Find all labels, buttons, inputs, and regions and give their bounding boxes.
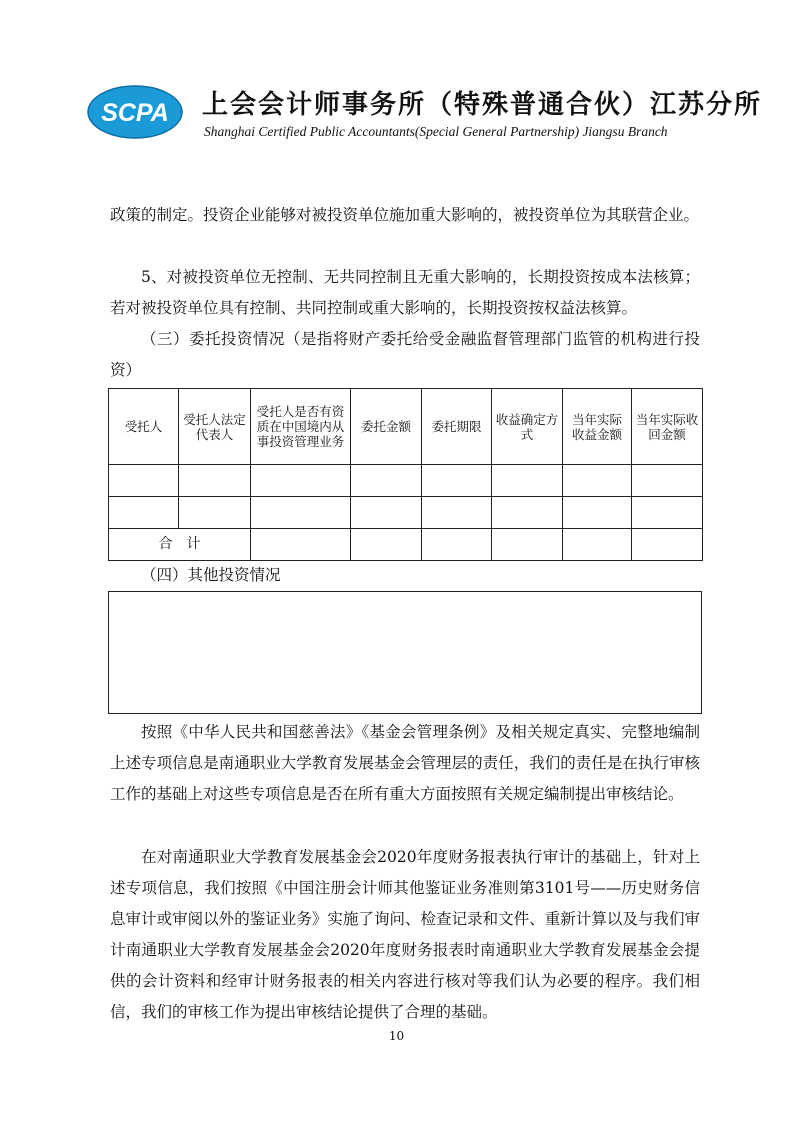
table-cell (351, 529, 422, 561)
table-cell (563, 497, 632, 529)
col-header: 受托人法定代表人 (179, 389, 251, 465)
table-cell (109, 465, 179, 497)
scpa-logo (86, 84, 184, 140)
table-cell (563, 529, 632, 561)
table-header-row (109, 389, 703, 465)
paragraph-1: 政策的制定。投资企业能够对被投资单位施加重大影响的，被投资单位为其联营企业。 (110, 206, 700, 224)
firm-name-cn: 上会会计师事务所（特殊普通合伙）江苏分所 (202, 90, 763, 120)
table-cell (351, 465, 422, 497)
table-row (109, 465, 703, 497)
trust-investment-table (108, 388, 703, 561)
table-cell (492, 529, 563, 561)
page-number: 10 (388, 1029, 405, 1043)
col-header: 收益确定方式 (492, 389, 563, 465)
table-cell (492, 497, 563, 529)
table-cell (422, 497, 492, 529)
table-cell (351, 497, 422, 529)
firm-name-en: Shanghai Certified Public Accountants(Special General Partnership) Jiangsu Branch (204, 124, 668, 139)
paragraph-2: 5、对被投资单位无控制、无共同控制且无重大影响的，长期投资按成本法核算；若对被投资单位具有控制、共同控制或重大影响的，长期投资按权益法核算。 (110, 268, 700, 317)
total-label: 合 计 (109, 529, 251, 561)
col-header: 委托期限 (422, 389, 492, 465)
section-3-heading: （三）委托投资情况（是指将财产委托给受金融监督管理部门监管的机构进行投资） (110, 330, 700, 379)
col-header: 委托金额 (351, 389, 422, 465)
col-header: 当年实际收回金额 (632, 389, 703, 465)
table-cell (179, 497, 251, 529)
paragraph-3: 按照《中华人民共和国慈善法》《基金会管理条例》及相关规定真实、完整地编制上述专项信息是南通职业大学教育发展基金会管理层的责任，我们的责任是在执行审核工作的基础上对这些专项信息是否在所有重大方面按照有关规定编制提出审核结论。 (110, 723, 700, 803)
table-cell (251, 497, 351, 529)
table-cell (563, 465, 632, 497)
col-header: 受托人是否有资质在中国境内从事投资管理业务 (251, 389, 351, 465)
table-cell (632, 529, 703, 561)
table-row (109, 497, 703, 529)
table-cell (632, 497, 703, 529)
table-cell (422, 529, 492, 561)
logo-text: SCPA (101, 99, 169, 127)
table-cell (251, 465, 351, 497)
table-total-row (109, 529, 703, 561)
other-investment-box (108, 591, 702, 714)
table-cell (251, 529, 351, 561)
section-4-heading: （四）其他投资情况 (141, 566, 281, 584)
letterhead (0, 0, 793, 170)
table-cell (179, 465, 251, 497)
col-header: 受托人 (109, 389, 179, 465)
col-header: 当年实际收益金额 (563, 389, 632, 465)
table-cell (422, 465, 492, 497)
table-cell (632, 465, 703, 497)
paragraph-4: 在对南通职业大学教育发展基金会2020年度财务报表执行审计的基础上，针对上述专项信息，我们按照《中国注册会计师其他鉴证业务准则第3101号——历史财务信息审计或审阅以外的鉴证业务》实施了询问、检查记录和文件、重新计算以及与我们审计南通职业大学教育发展基金会2020年度财务报表时南通职业大学教育发展基金会提供的会计资料和经审计财务报表的相关内容进行核对等我们认为必要的程序。我们相信，我们的审核工作为提出审核结论提供了合理的基础。 (110, 848, 700, 1021)
table-cell (109, 497, 179, 529)
table-cell (492, 465, 563, 497)
